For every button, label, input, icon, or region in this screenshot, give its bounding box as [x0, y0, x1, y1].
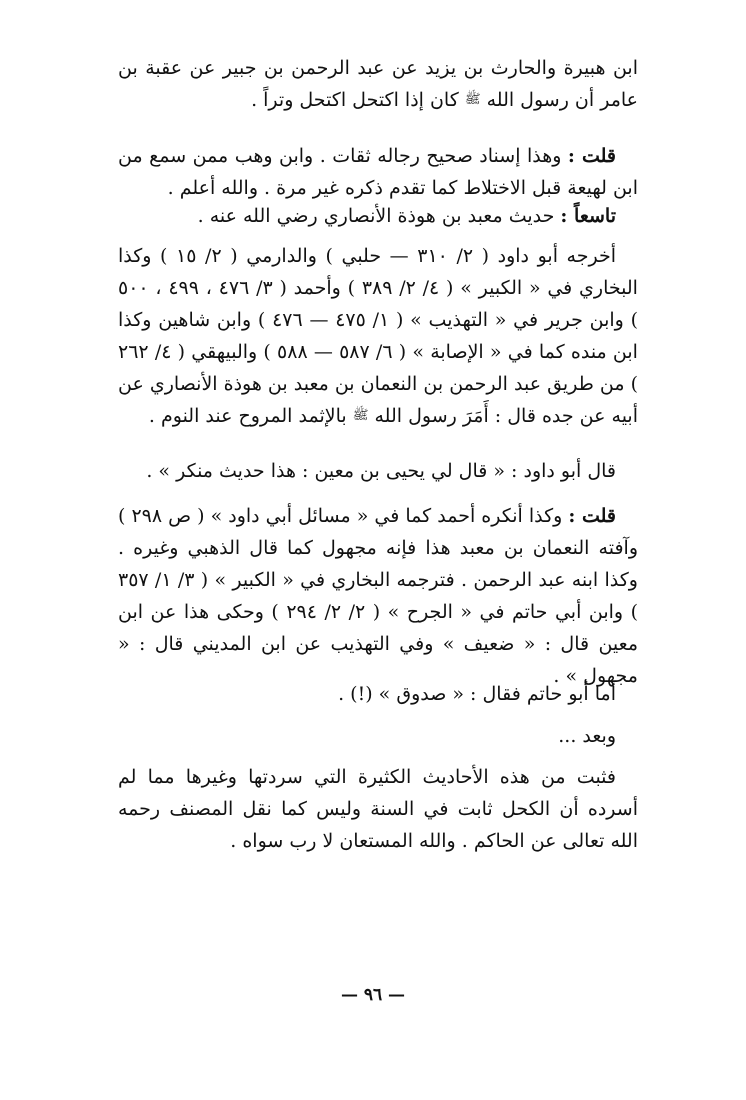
- paragraph-takhrij: [118, 240, 638, 432]
- paragraph-text: [118, 52, 638, 116]
- text-after-salla: بالإثمد المروح عند النوم .: [148, 405, 347, 427]
- paragraph-text: [118, 500, 638, 692]
- paragraph-text: [118, 240, 638, 432]
- paragraph-text: [118, 140, 638, 204]
- paragraph-ninth-hadith: [118, 200, 638, 232]
- paragraph-abu-hatim: [118, 678, 638, 710]
- text-after-salla: كان إذا اكتحل اكتحل وتراً .: [251, 89, 459, 111]
- text-before-salla: أخرجه أبو داود ( ٢/ ٣١٠ — حلبي ) والدارمي ( ٢/ ١٥ ) وكذا البخاري في « الكبير » ( ٤/ ٢/ ٣٨٩ ) وأحمد ( ٣/ ٤٧٦ ، ٤٩٩ ، ٥٠٠ ) وابن جرير في « التهذيب » ( ١/ ٤٧٥ — ٤٧٦ ) وابن شاهين وكذا ابن منده كما في « الإصابة » ( ٦/ ٥٨٧ — ٥٨٨ ) والبيهقي ( ٤/ ٢٦٢ ) من طريق عبد الرحمن بن النعمان بن معبد بن هوذة الأنصاري عن أبيه عن جده قال : أَمَرَ رسول الله: [118, 245, 638, 427]
- paragraph-isnad-note: [118, 140, 638, 204]
- paragraph-body: حديث معبد بن هوذة الأنصاري رضي الله عنه .: [197, 205, 555, 227]
- paragraph-abu-dawud-quote: [118, 455, 638, 487]
- paragraph-body: وكذا أنكره أحمد كما في « مسائل أبي داود » ( ص ٢٩٨ ) وآفته النعمان بن معبد هذا فإنه مجهول كما قال الذهبي وغيره . وكذا ابنه عبد الرحمن . فترجمه البخاري في « الكبير » ( ٣/ ١/ ٣٥٧ ) وابن أبي حاتم في « الجرح » ( ٢/ ٢/ ٢٩٤ ) وحكى هذا عن ابن معين قال : « ضعيف » وفي التهذيب عن ابن المديني قال : « مجهول » .: [118, 505, 638, 687]
- paragraph-body: وبعد ...: [558, 725, 616, 747]
- paragraph-illah: [118, 500, 638, 692]
- text-before-salla: ابن هبيرة والحارث بن يزيد عن عبد الرحمن بن جبير عن عقبة بن عامر أن رسول الله: [118, 57, 638, 111]
- paragraph-body: أما أبو حاتم فقال : « صدوق » (!) .: [338, 683, 616, 705]
- paragraph-hadith-uqba: [118, 52, 638, 116]
- lead-word: تاسعاً :: [560, 205, 616, 227]
- paragraph-body: فثبت من هذه الأحاديث الكثيرة التي سردتها وغيرها مما لم أسرده أن الكحل ثابت في السنة وليس كما نقل المصنف رحمه الله تعالى عن الحاكم . والله المستعان لا رب سواه .: [118, 766, 638, 852]
- page-number: — ٩٦ —: [340, 985, 406, 1005]
- salla-ligature: ﷺ: [464, 92, 481, 107]
- salla-ligature: ﷺ: [352, 408, 369, 423]
- paragraph-body: وهذا إسناد صحيح رجاله ثقات . وابن وهب ممن سمع من ابن لهيعة قبل الاختلاط كما تقدم ذكره غير مرة . والله أعلم .: [118, 145, 638, 199]
- paragraph-body: قال أبو داود : « قال لي يحيى بن معين : هذا حديث منكر » .: [146, 460, 616, 482]
- lead-word: قلت :: [567, 145, 616, 167]
- paragraph-text: [118, 200, 638, 232]
- paragraph-conclusion: [118, 761, 638, 857]
- lead-word: قلت :: [568, 505, 617, 527]
- paragraph-wa-bad: [118, 720, 638, 752]
